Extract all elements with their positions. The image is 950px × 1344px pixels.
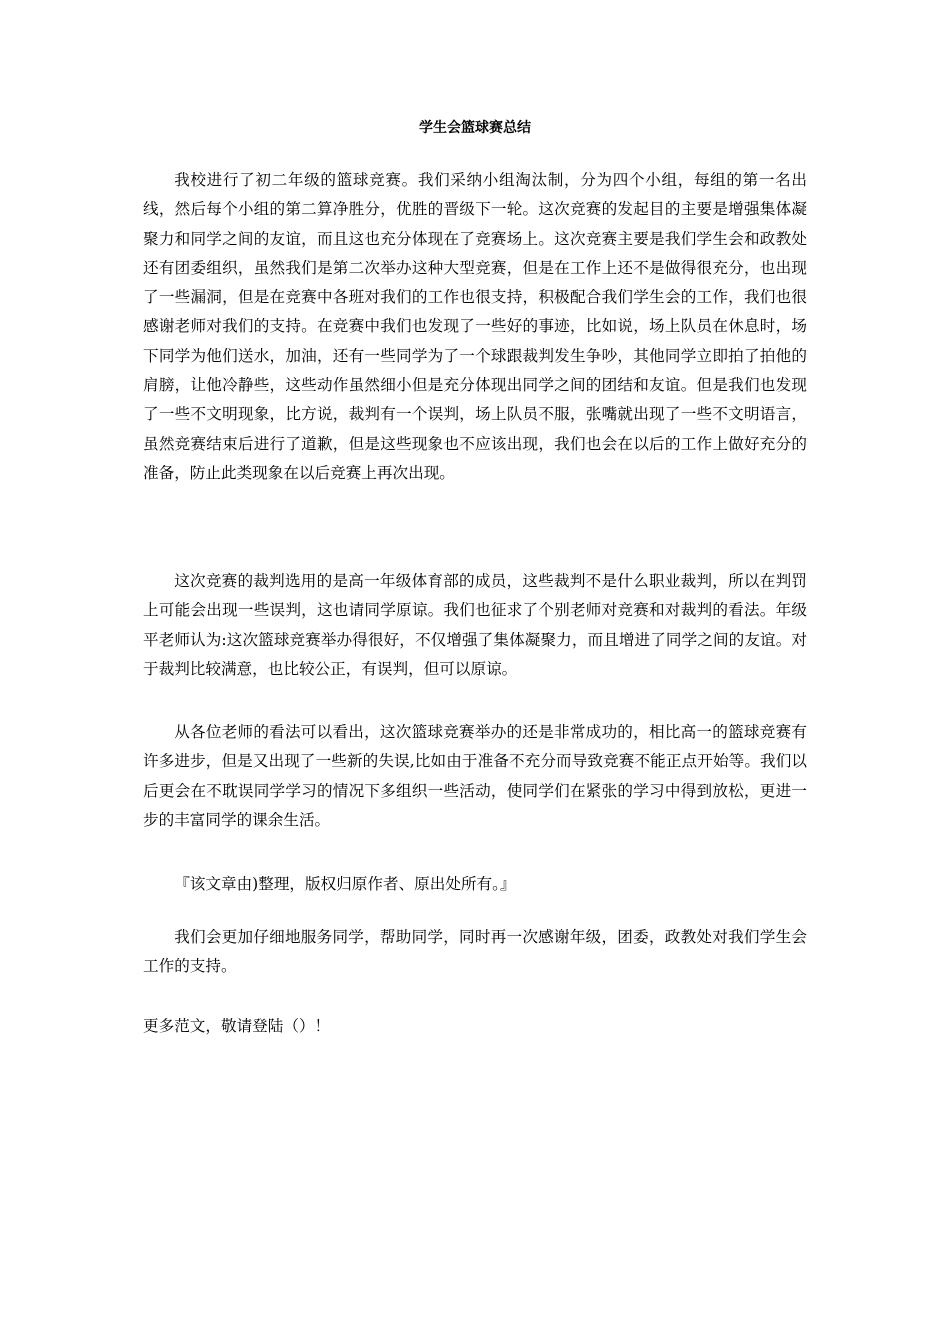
paragraph-referees: 这次竞赛的裁判选用的是高一年级体育部的成员，这些裁判不是什么职业裁判，所以在判罚上可能会出现一些误判，这也请同学原谅。我们也征求了个别老师对竞赛和对裁判的看法。年级平老师认为:这次篮球竞赛举办得很好，不仅增强了集体凝聚力，而且增进了同学之间的友谊。对于裁判比较满意，也比较公正，有误判，但可以原谅。	[143, 572, 807, 678]
paragraph-conclusion: 从各位老师的看法可以看出，这次篮球竞赛举办的还是非常成功的，相比高一的篮球竞赛有许多进步，但是又出现了一些新的失误,比如由于准备不充分而导致竞赛不能正点开始等。我们以后更会在不耽误同学学习的情况下多组织一些活动，使同学们在紧张的学习中得到放松，更进一步的丰富同学的课余生活。	[143, 723, 807, 829]
document-title: 学生会篮球赛总结	[419, 120, 531, 136]
paragraph-copyright-note: 『该文章由)整理，版权归原作者、原出处所有。』	[174, 875, 516, 893]
paragraph-more-samples: 更多范文，敬请登陆（）！	[143, 1017, 331, 1035]
paragraph-thanks: 我们会更加仔细地服务同学，帮助同学，同时再一次感谢年级，团委，政教处对我们学生会工作的支持。	[143, 928, 807, 976]
paragraph-intro: 我校进行了初二年级的篮球竞赛。我们采纳小组淘汰制，分为四个小组，每组的第一名出线，然后每个小组的第二算净胜分，优胜的晋级下一轮。这次竞赛的发起目的主要是增强集体凝聚力和同学之间的友谊，而且这也充分体现在了竞赛场上。这次竞赛主要是我们学生会和政教处还有团委组织，虽然我们是第二次举办这种大型竞赛，但是在工作上还不是做得很充分，也出现了一些漏洞，但是在竞赛中各班对我们的工作也很支持，积极配合我们学生会的工作，我们也很感谢老师对我们的支持。在竞赛中我们也发现了一些好的事迹，比如说，场上队员在休息时，场下同学为他们送水，加油，还有一些同学为了一个球跟裁判发生争吵，其他同学立即拍了拍他的肩膀，让他冷静些，这些动作虽然细小但是充分体现出同学之间的团结和友谊。但是我们也发现了一些不文明现象，比方说，裁判有一个误判，场上队员不服，张嘴就出现了一些不文明语言，虽然竞赛结束后进行了道歉，但是这些现象也不应该出现，我们也会在以后的工作上做好充分的准备，防止此类现象在以后竞赛上再次出现。	[143, 171, 807, 482]
